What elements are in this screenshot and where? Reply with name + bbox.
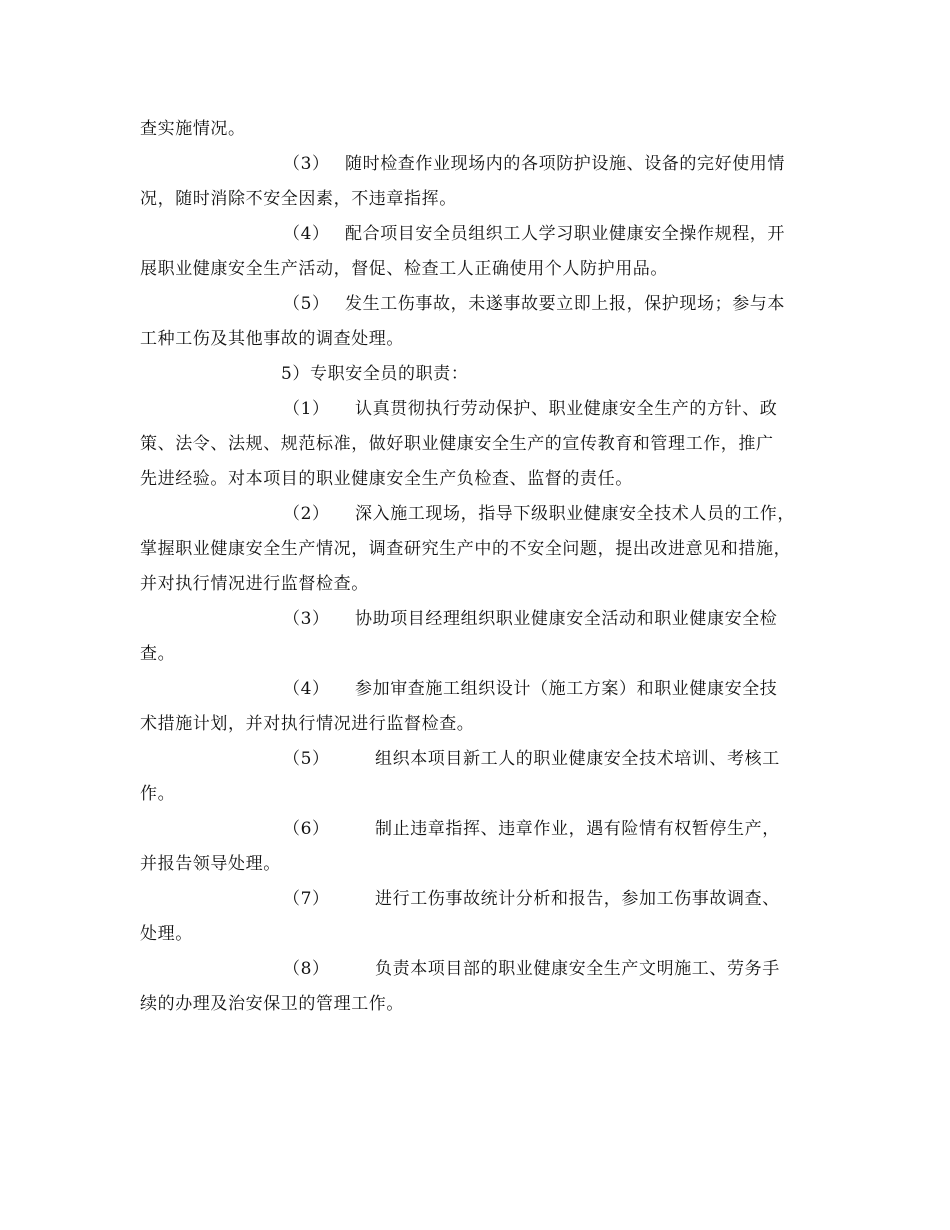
item-number: （7） bbox=[283, 889, 330, 909]
paragraph-line: 参加审查施工组织设计（施工方案）和职业健康安全技 bbox=[355, 679, 778, 699]
paragraph-line: 并对执行情况进行监督检查。 bbox=[140, 574, 369, 594]
item-number: （5） bbox=[283, 294, 330, 314]
paragraph-line: 处理。 bbox=[140, 924, 193, 944]
paragraph-line: 随时检查作业现场内的各项防护设施、设备的完好使用情 bbox=[345, 154, 785, 174]
paragraph-line: 展职业健康安全生产活动，督促、检查工人正确使用个人防护用品。 bbox=[140, 259, 668, 279]
item-number: （2） bbox=[283, 504, 330, 524]
item-number: （6） bbox=[283, 819, 330, 839]
paragraph-line: 续的办理及治安保卫的管理工作。 bbox=[140, 994, 404, 1014]
paragraph-line: 并报告领导处理。 bbox=[140, 854, 281, 874]
item-number: （5） bbox=[283, 749, 330, 769]
paragraph-line: 作。 bbox=[140, 784, 176, 804]
paragraph-line: 工种工伤及其他事故的调查处理。 bbox=[140, 329, 404, 349]
paragraph-line: 负责本项目部的职业健康安全生产文明施工、劳务手 bbox=[375, 959, 780, 979]
paragraph-line: 查。 bbox=[140, 644, 176, 664]
item-number: （4） bbox=[283, 679, 330, 699]
item-number: （1） bbox=[283, 399, 330, 419]
paragraph-line: 策、法令、法规、规范标准，做好职业健康安全生产的宣传教育和管理工作，推广 bbox=[140, 434, 774, 454]
paragraph-line: 查实施情况。 bbox=[140, 119, 246, 139]
section-heading: 5）专职安全员的职责： bbox=[281, 364, 469, 384]
paragraph-line: 深入施工现场，指导下级职业健康安全技术人员的工作， bbox=[355, 504, 795, 524]
paragraph-line: 制止违章指挥、违章作业，遇有险情有权暂停生产， bbox=[375, 819, 780, 839]
paragraph-line: 进行工伤事故统计分析和报告，参加工伤事故调查、 bbox=[375, 889, 780, 909]
paragraph-line: 况，随时消除不安全因素，不违章指挥。 bbox=[140, 189, 457, 209]
paragraph-line: 术措施计划，并对执行情况进行监督检查。 bbox=[140, 714, 475, 734]
paragraph-line: 掌握职业健康安全生产情况，调查研究生产中的不安全问题，提出改进意见和措施， bbox=[140, 539, 792, 559]
item-number: （8） bbox=[283, 959, 330, 979]
paragraph-line: 配合项目安全员组织工人学习职业健康安全操作规程，开 bbox=[345, 224, 785, 244]
paragraph-line: 协助项目经理组织职业健康安全活动和职业健康安全检 bbox=[355, 609, 778, 629]
paragraph-line: 认真贯彻执行劳动保护、职业健康安全生产的方针、政 bbox=[355, 399, 778, 419]
item-number: （3） bbox=[283, 609, 330, 629]
paragraph-line: 发生工伤事故，未遂事故要立即上报，保护现场；参与本 bbox=[345, 294, 785, 314]
item-number: （3） bbox=[283, 154, 330, 174]
paragraph-line: 先进经验。对本项目的职业健康安全生产负检查、监督的责任。 bbox=[140, 469, 633, 489]
paragraph-line: 组织本项目新工人的职业健康安全技术培训、考核工 bbox=[375, 749, 780, 769]
item-number: （4） bbox=[283, 224, 330, 244]
